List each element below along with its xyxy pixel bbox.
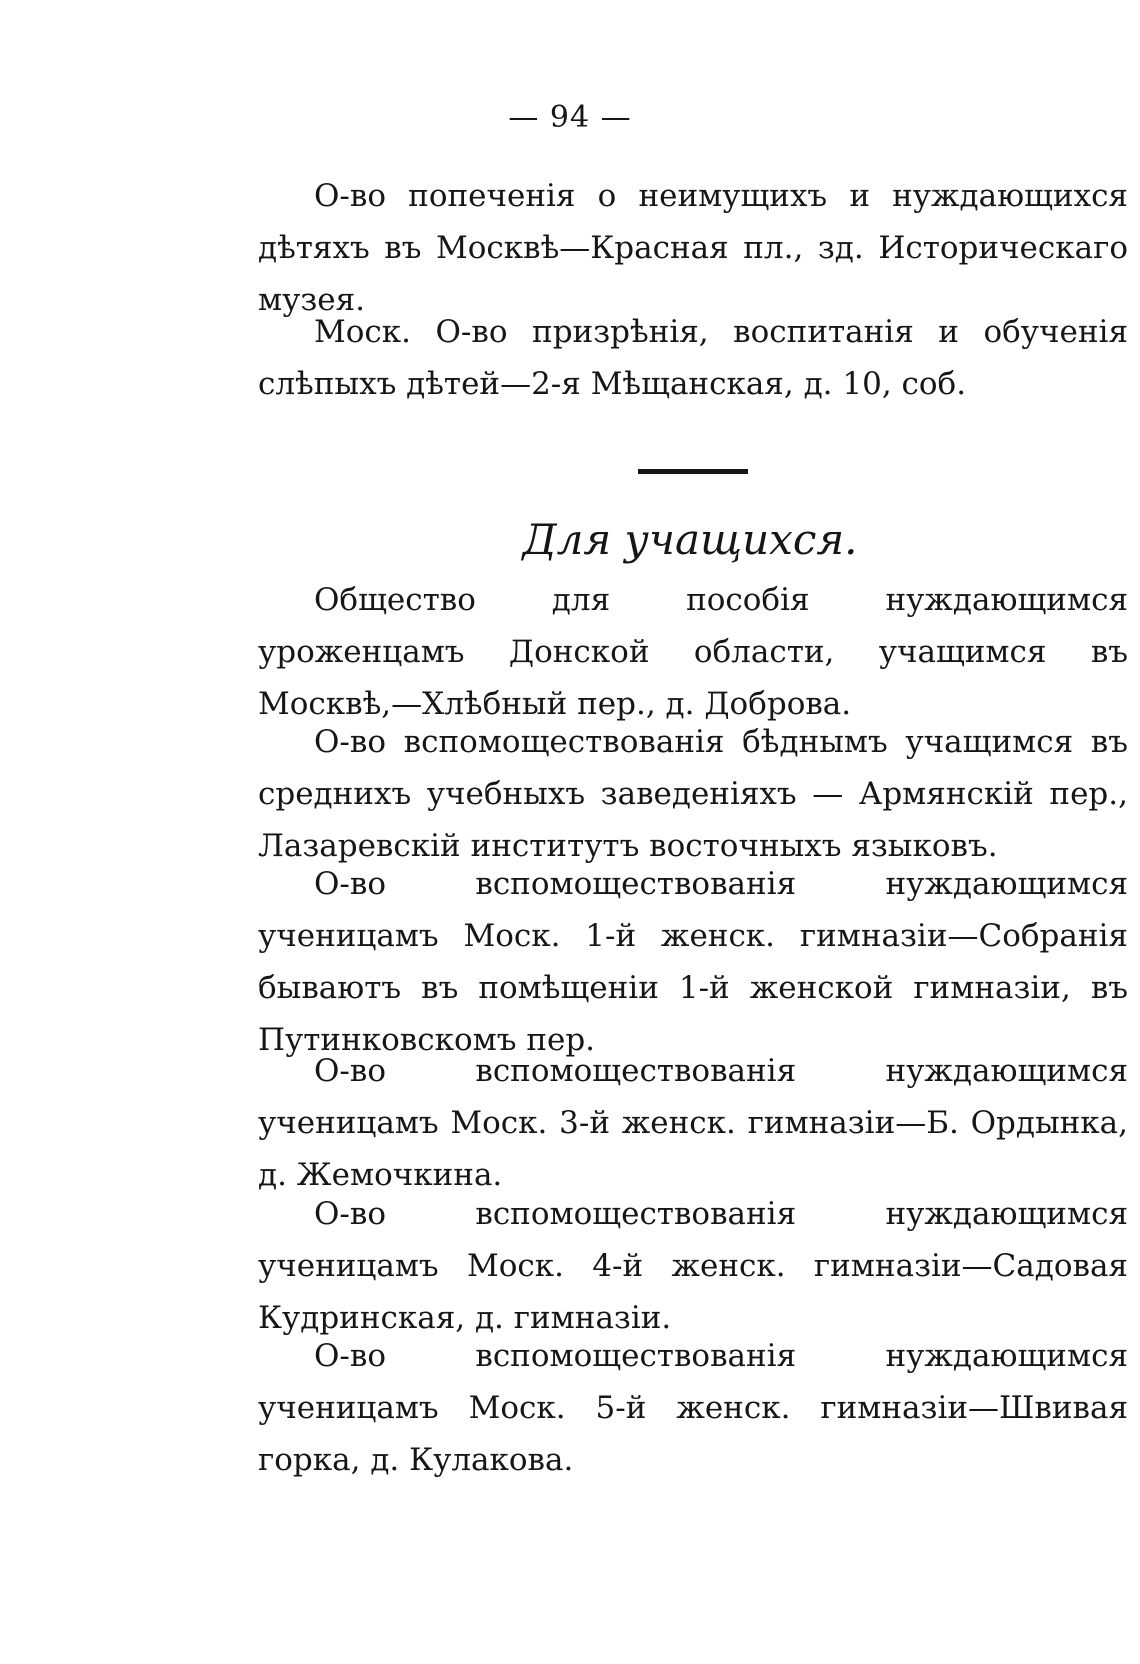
entry-paragraph: О-во вспомоществованія нуждающимся ученицамъ Моск. 5-й женск. гимназіи—Швивая горка, д. Кулакова. [258, 1338, 1128, 1478]
entry-paragraph: О-во вспомоществованія нуждающимся ученицамъ Моск. 3-й женск. гимназіи—Б. Ордынка, д. Жемочкина. [258, 1053, 1128, 1193]
entry-paragraph: О-во вспомоществованія бѣднымъ учащимся въ среднихъ учебныхъ заведеніяхъ — Армянскій пер., Лазаревскій институтъ восточныхъ языковъ. [258, 724, 1128, 864]
entry-paragraph: О-во попеченія о неимущихъ и нуждающихся дѣтяхъ въ Москвѣ—Красная пл., зд. Историческаго музея. [258, 178, 1128, 318]
section-heading: Для учащихся. [522, 515, 858, 564]
page-number: — 94 — [508, 100, 632, 135]
entry-paragraph: Моск. О-во призрѣнія, воспитанія и обученія слѣпыхъ дѣтей—2-я Мѣщанская, д. 10, соб. [258, 314, 1128, 402]
section-divider [638, 469, 748, 474]
entry-paragraph: О-во вспомоществованія нуждающимся ученицамъ Моск. 4-й женск. гимназіи—Садовая Кудринская, д. гимназіи. [258, 1196, 1128, 1336]
entry-paragraph: Общество для пособія нуждающимся уроженцамъ Донской области, учащимся въ Москвѣ,—Хлѣбный пер., д. Доброва. [258, 582, 1128, 722]
entry-paragraph: О-во вспомоществованія нуждающимся ученицамъ Моск. 1-й женск. гимназіи—Собранія бываютъ въ помѣщеніи 1-й женской гимназіи, въ Путинковскомъ пер. [258, 866, 1128, 1058]
